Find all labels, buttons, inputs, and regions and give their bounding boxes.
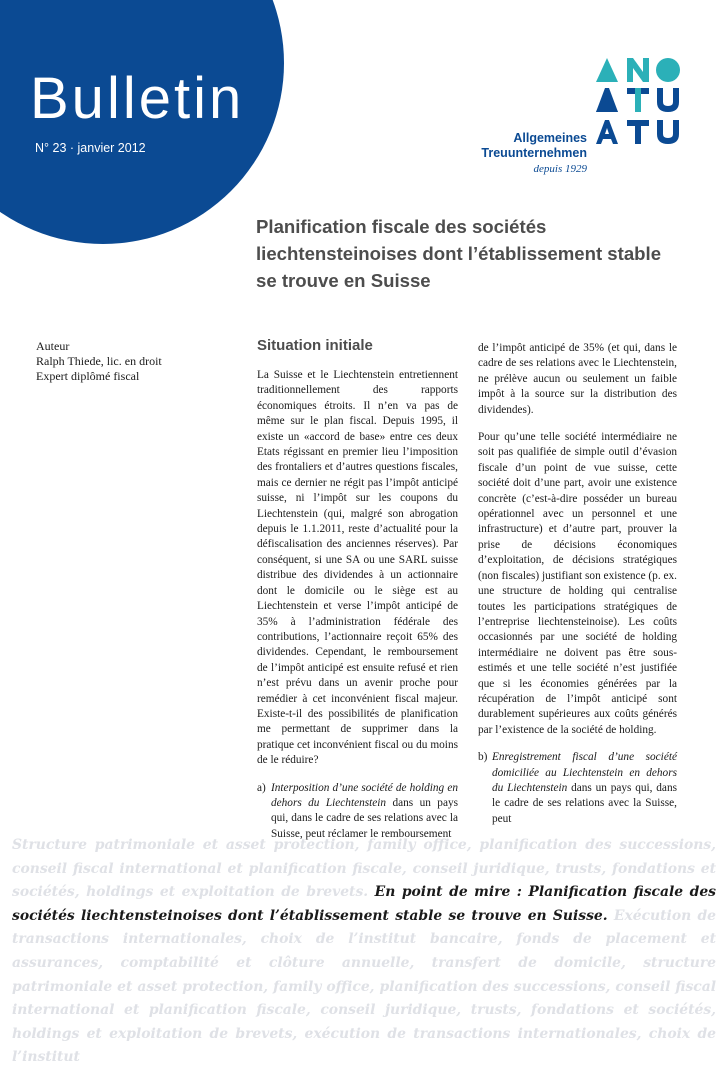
list-item-b	[478, 750, 677, 827]
issue-number: N° 23 · janvier 2012	[35, 141, 146, 155]
atu-logo-icon	[596, 58, 680, 146]
list-item-a	[257, 781, 458, 843]
author-label: Auteur	[36, 339, 70, 353]
paragraph: de l’impôt anticipé de 35% (et qui, dans le cadre de ses relations avec le Liechtenstein, ne prélève aucun ou seulement un faible impôt à la source sur la distribution des dividendes).	[478, 342, 677, 416]
article-column-2	[478, 341, 677, 839]
list-marker: a)	[257, 781, 266, 794]
author-block	[36, 339, 162, 384]
banner-text-after: Exécution de transactions internationales, choix de l’institut bancaire, fonds de placement et assurances, comptabilité et clôture annuelle, transfert de domicile, structure patrimoniale et asset protection, family office, planification des successions, conseil fiscal international et planification fiscale, conseil juridique, trusts, fondations et sociétés, holdings et exploitation de brevets, exécution de transactions internationales, choix de l’institut	[12, 907, 716, 1066]
list-item-emphasis: Enregistrement fiscal d’une société domiciliée au Liechtenstein en dehors du Liechtenstein	[492, 751, 677, 794]
company-since: depuis 1929	[533, 163, 587, 175]
article-title: Planification fiscale des sociétés liechtensteinoises dont l’établissement stable se trouve en Suisse	[256, 216, 662, 291]
list-marker: b)	[478, 751, 488, 764]
author-qualification: Expert diplômé fiscal	[36, 369, 140, 383]
article-column-1	[257, 336, 458, 854]
banner-highlight: En point de mire : Planification fiscale des sociétés liechtensteinoises dont l’établissement stable se trouve en Suisse.	[12, 884, 717, 924]
list-item-text: dans un pays qui, dans le cadre de ses relations avec la Suisse, peut réclamer le remboursement	[271, 796, 459, 840]
paragraph: Pour qu’une telle société intermédiaire ne soit pas qualifiée de simple outil d’évasion fiscale d’un point de vue suisse, cette société doit d’une part, avoir une existence concrète (c’est-à-dire posséder un bureau opérationnel avec un personnel et une infrastructure) et d’autre part, prouver la prise de décisions économiques d’exploitation, de décisions stratégiques (non fiscales) justifiant son existence (p. ex. une structure de holding qui centralise toutes les participations stratégiques de l’entreprise liechtensteinoise). Les coûts occasionnés par une société de holding intermédiaire ne doivent pas être sous-estimés et une telle société n’est justifiée que si les économies générées par la récupération de l’impôt anticipé sont durablement supérieures aux coûts générés par l’existence de la société de holding.	[478, 431, 677, 736]
banner-text-before: Structure patrimoniale et asset protection, family office, planification des successions, conseil fiscal international et planification fiscale, conseil juridique, trusts, fondations et sociétés, holdings et exploitation de brevets.	[12, 837, 716, 901]
bulletin-title: Bulletin	[30, 66, 245, 131]
company-name-line2: Treuunternehmen	[481, 146, 587, 160]
list-item-text: dans un pays qui, dans le cadre de ses relations avec la Suisse, peut	[492, 781, 677, 825]
paragraph: La Suisse et le Liechtenstein entretiennent traditionnellement des rapports économiques étroits. Il n’en va pas de même sur le plan fiscal. Depuis 1995, il existe un «accord de base» entre ces deux Etats régissant en premier lieu l’imposition des frontaliers et d’autres questions fiscales, mais ce dernier ne régit pas l’impôt anticipé suisse, ni l’impôt sur les coupons du Liechtenstein (qui, malgré son abrogation depuis le 1.1.2011, reste d’actualité pour la défiscalisation des anciennes réserves). Par conséquent, si une SA ou une SARL suisse distribue des dividendes à un actionnaire dont le domicile ou le siège est au Liechtenstein et verse l’impôt anticipé de 35% à l’administration fédérale des contributions, l’actionnaire reçoit 65% des dividendes. Cependant, le remboursement de l’impôt anticipé est ensuite refusé et rien n’est prévu dans un avenir proche pour remédier à cet inconvénient fiscal majeur. Existe-t-il des possibilités de planification me permettant de supprimer dans la pratique cet inconvénient fiscal ou du moins de le réduire?	[257, 369, 458, 767]
author-name: Ralph Thiede, lic. en droit	[36, 354, 162, 368]
company-name	[481, 131, 587, 175]
list-item-emphasis: Interposition d’une société de holding en dehors du Liechtenstein	[271, 781, 458, 809]
services-banner	[12, 834, 716, 1070]
company-name-line1: Allgemeines	[513, 131, 587, 145]
section-heading: Situation initiale	[257, 337, 373, 354]
